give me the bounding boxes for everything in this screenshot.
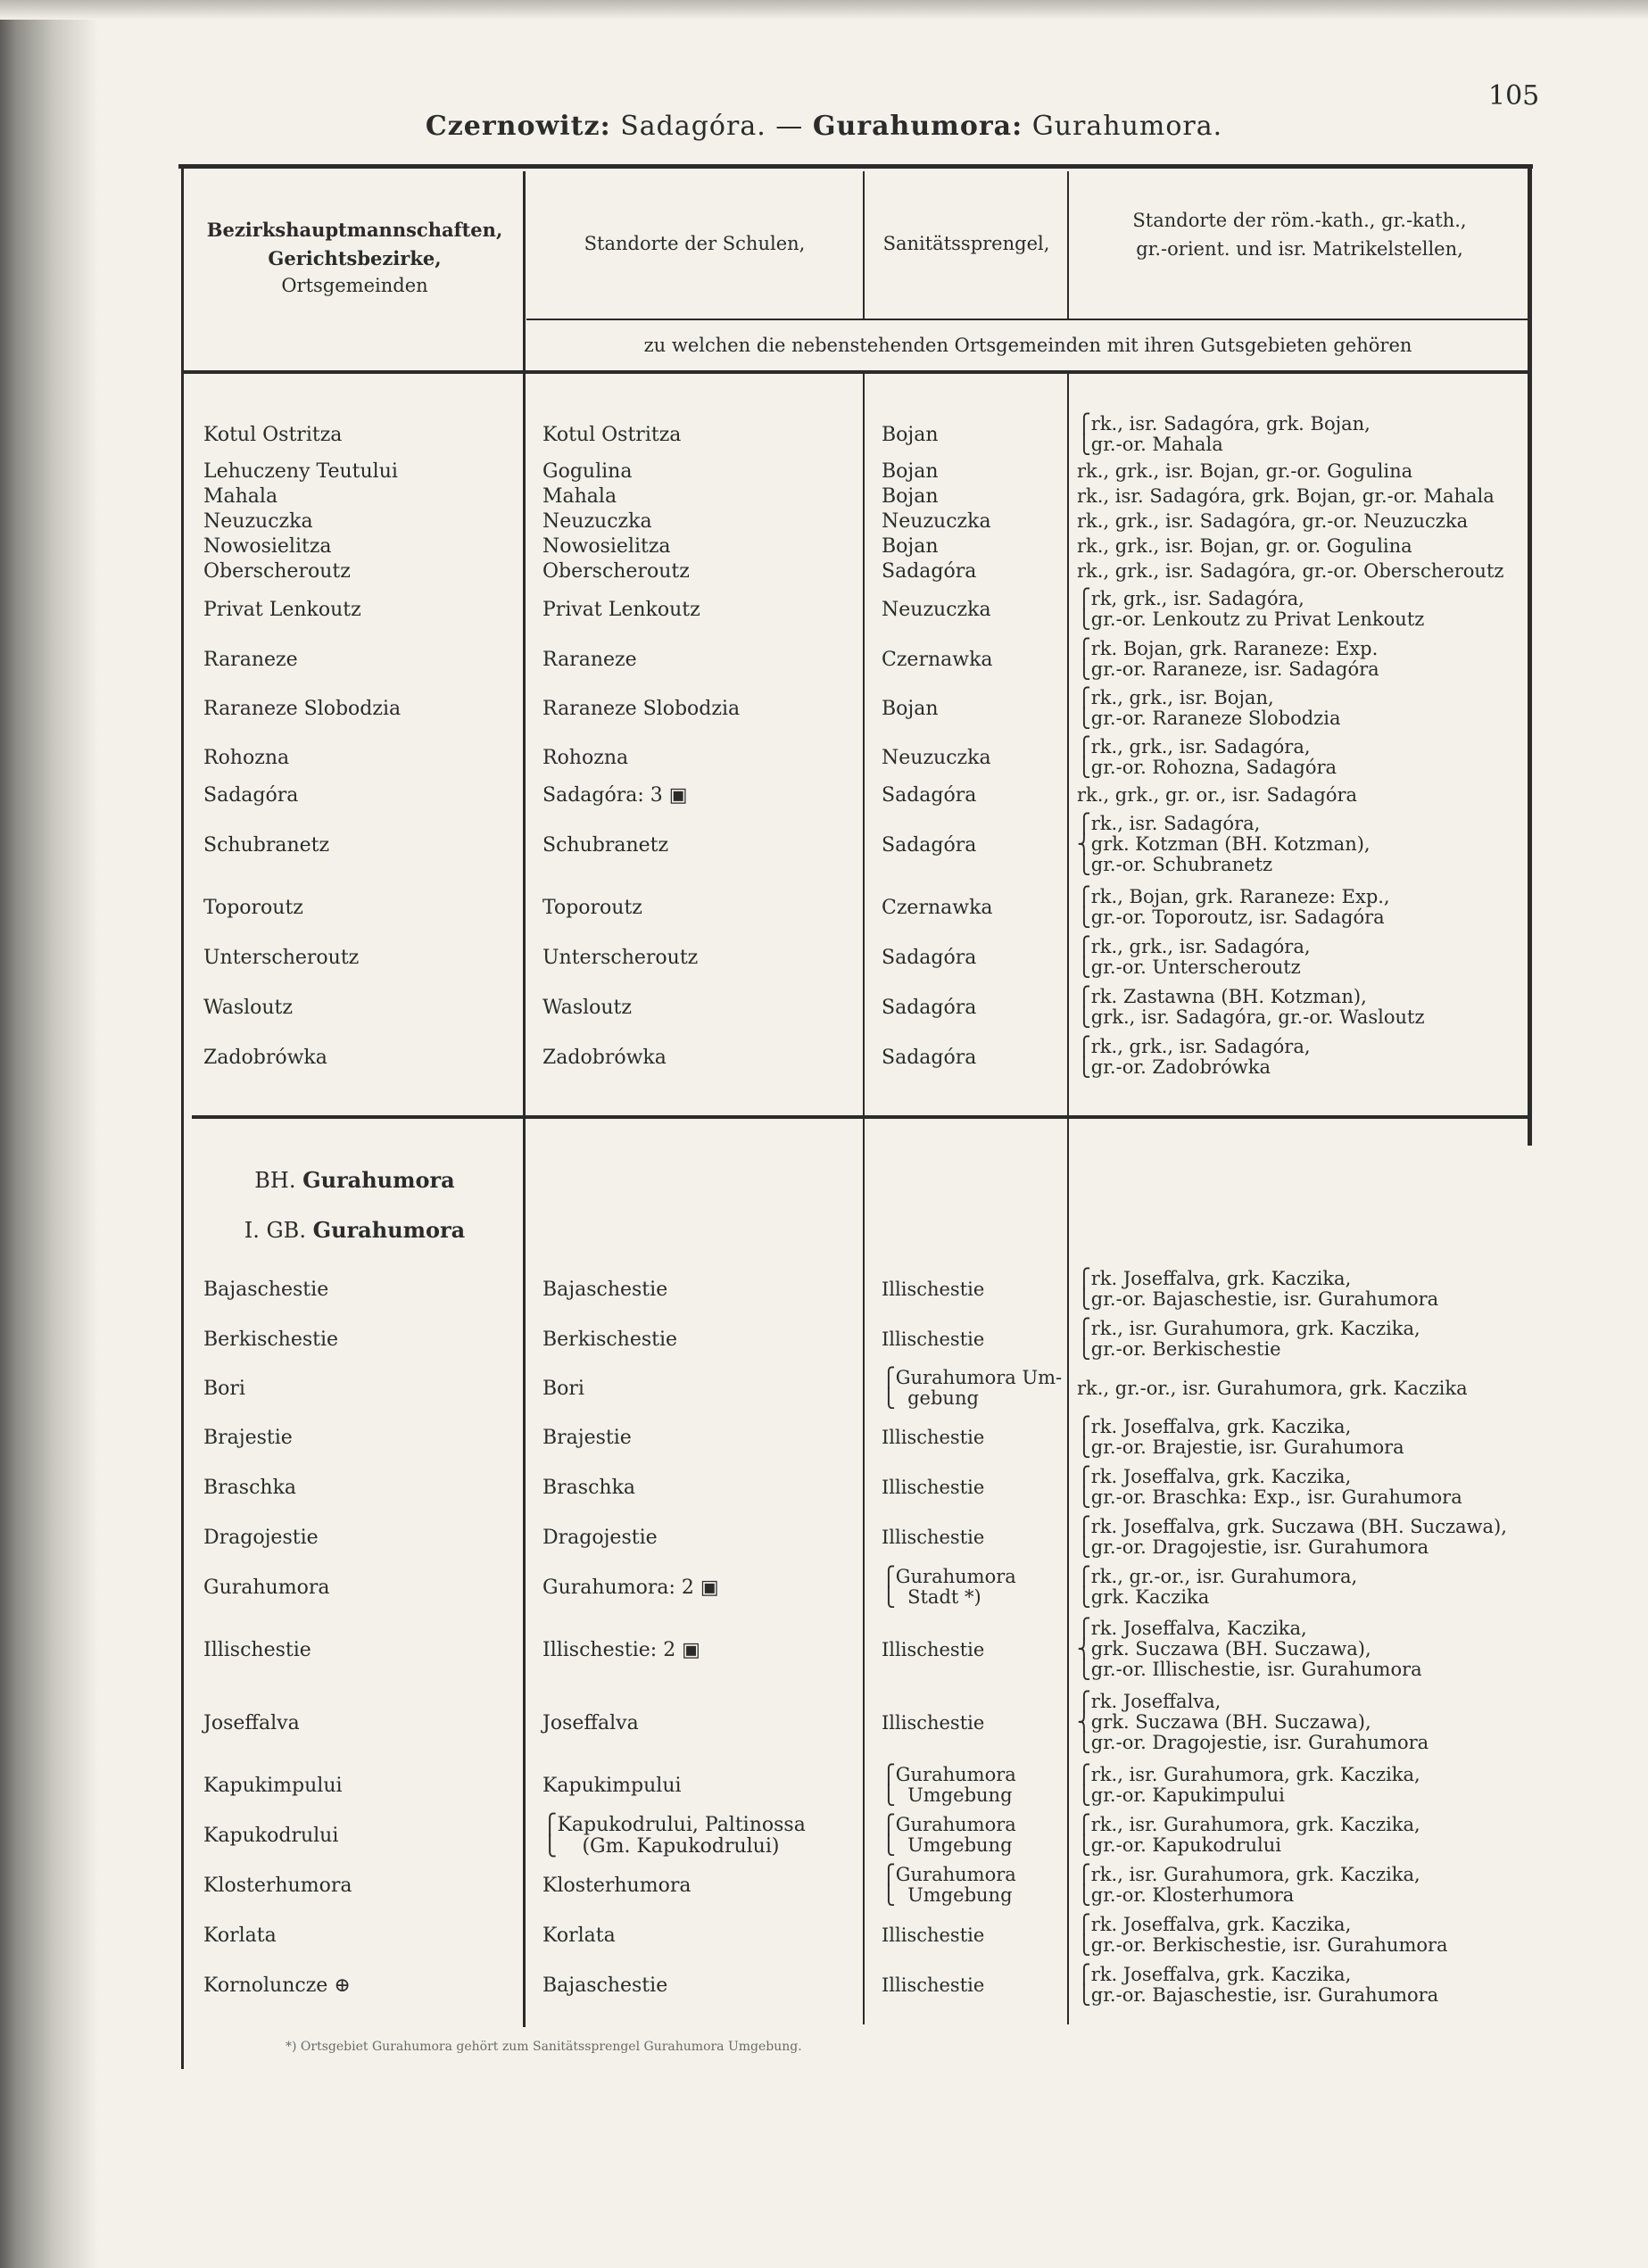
s2-row-10-community: Kapukodrului — [203, 1825, 339, 1847]
s1-row-14-community: Wasloutz — [203, 997, 293, 1019]
col-divider-3 — [1067, 374, 1069, 2024]
s2-row-7-sanitary: Illischestie — [882, 1639, 985, 1660]
s1-row-0-school: Kotul Ostritza — [542, 424, 682, 446]
s2-row-12-sanitary: Illischestie — [882, 1924, 985, 1946]
s1-row-2-community: Mahala — [203, 485, 278, 508]
column-header-district-line3: Ortsgemeinden — [281, 275, 428, 296]
table-left-border — [181, 164, 184, 2069]
s2-row-9-registers: ⎧rk., isr. Gurahumora, grk. Kaczika, ⎩gr.-or. Kapukimpului — [1077, 1764, 1420, 1807]
s1-row-12-school: Toporoutz — [542, 897, 642, 919]
col-divider-2-top — [863, 171, 865, 319]
s2-row-13-community: Kornoluncze ⊕ — [203, 1974, 351, 1997]
s2-row-10-school: ⎧Kapukodrului, Paltinossa ⎩ (Gm. Kapukodrului) — [542, 1814, 806, 1858]
s2-row-9-school: Kapukimpului — [542, 1775, 682, 1797]
s2-row-3-registers: ⎧rk. Joseffalva, grk. Kaczika, ⎩gr.-or. Brajestie, isr. Gurahumora — [1077, 1416, 1404, 1459]
column-header-schools: Standorte der Schulen, — [584, 233, 806, 254]
s1-row-13-community: Unterscheroutz — [203, 947, 360, 969]
s1-row-3-registers: rk., grk., isr. Sadagóra, gr.-or. Neuzuczka — [1077, 510, 1469, 532]
scan-shadow-top — [0, 0, 1648, 20]
scan-shadow-left — [0, 0, 98, 2268]
s2-row-1-registers: ⎧rk., isr. Gurahumora, grk. Kaczika, ⎩gr.-or. Berkischestie — [1077, 1318, 1420, 1361]
s2-row-6-community: Gurahumora — [203, 1577, 330, 1599]
s2-row-8-school: Joseffalva — [542, 1712, 639, 1734]
s1-row-6-sanitary: Neuzuczka — [882, 599, 991, 621]
s2-row-0-sanitary: Illischestie — [882, 1279, 985, 1300]
column-header-registers-line2: gr.-orient. und isr. Matrikelstellen, — [1136, 237, 1463, 260]
bh-name: Gurahumora — [302, 1167, 455, 1193]
s2-row-9-community: Kapukimpului — [203, 1775, 343, 1797]
s1-row-4-community: Nowosielitza — [203, 535, 332, 558]
s2-row-5-community: Dragojestie — [203, 1527, 319, 1549]
s2-row-6-sanitary: ⎧Gurahumora ⎩ Stadt *) — [882, 1566, 1016, 1609]
s2-row-13-registers: ⎧rk. Joseffalva, grk. Kaczika, ⎩gr.-or. Bajaschestie, isr. Gurahumora — [1077, 1964, 1439, 2007]
s1-row-15-community: Zadobrówka — [203, 1047, 327, 1069]
table-right-border — [1528, 164, 1532, 1146]
s2-row-2-community: Bori — [203, 1378, 245, 1400]
bh-prefix: BH. — [254, 1168, 296, 1193]
s1-row-6-registers: ⎧rk, grk., isr. Sadagóra, ⎩gr.-or. Lenkoutz zu Privat Lenkoutz — [1077, 588, 1425, 631]
gb-name: Gurahumora — [312, 1217, 466, 1243]
s1-row-12-registers: ⎧rk., Bojan, grk. Raraneze: Exp., ⎩gr.-or. Toporoutz, isr. Sadagóra — [1077, 886, 1390, 929]
s2-row-10-registers: ⎧rk., isr. Gurahumora, grk. Kaczika, ⎩gr.-or. Kapukodrului — [1077, 1814, 1420, 1857]
s2-row-5-sanitary: Illischestie — [882, 1527, 985, 1548]
s1-row-9-registers: ⎧rk., grk., isr. Sadagóra, ⎩gr.-or. Rohozna, Sadagóra — [1077, 736, 1337, 779]
s1-row-5-community: Oberscheroutz — [203, 560, 351, 583]
s2-row-4-community: Braschka — [203, 1477, 297, 1499]
s2-row-0-registers: ⎧rk. Joseffalva, grk. Kaczika, ⎩gr.-or. Bajaschestie, isr. Gurahumora — [1077, 1268, 1439, 1311]
s2-row-4-sanitary: Illischestie — [882, 1477, 985, 1498]
bh-heading — [187, 1167, 522, 1193]
s2-row-8-registers: ⎧rk. Joseffalva, ⎨grk. Suczawa (BH. Suczawa), ⎩gr.-or. Dragojestie, isr. Gurahumora — [1077, 1691, 1429, 1754]
s1-row-10-school: Sadagóra: 3 ▣ — [542, 784, 688, 807]
s2-row-11-registers: ⎧rk., isr. Gurahumora, grk. Kaczika, ⎩gr.-or. Klosterhumora — [1077, 1864, 1420, 1907]
s1-row-11-sanitary: Sadagóra — [882, 834, 977, 857]
s1-row-11-registers: ⎧rk., isr. Sadagóra, ⎨grk. Kotzman (BH. Kotzman), ⎩gr.-or. Schubranetz — [1077, 813, 1371, 876]
s1-row-13-sanitary: Sadagóra — [882, 947, 977, 969]
s2-row-8-community: Joseffalva — [203, 1712, 300, 1734]
s1-row-10-sanitary: Sadagóra — [882, 784, 977, 807]
s1-row-4-school: Nowosielitza — [542, 535, 671, 558]
column-header-district-line2: Gerichtsbezirke, — [268, 246, 442, 269]
s1-row-15-registers: ⎧rk., grk., isr. Sadagóra, ⎩gr.-or. Zadobrówka — [1077, 1036, 1311, 1079]
s1-row-7-registers: ⎧rk. Bojan, grk. Raraneze: Exp. ⎩gr.-or. Raraneze, isr. Sadagóra — [1077, 638, 1379, 681]
s2-row-10-sanitary: ⎧Gurahumora ⎩ Umgebung — [882, 1814, 1016, 1857]
s1-row-5-registers: rk., grk., isr. Sadagóra, gr.-or. Oberscheroutz — [1077, 560, 1504, 582]
s1-row-8-community: Raraneze Slobodzia — [203, 698, 402, 720]
s2-row-6-registers: ⎧rk., gr.-or., isr. Gurahumora, ⎩grk. Kaczika — [1077, 1566, 1358, 1609]
s1-row-2-sanitary: Bojan — [882, 485, 939, 508]
s2-row-7-registers: ⎧rk. Joseffalva, Kaczika, ⎨grk. Suczawa (BH. Suczawa), ⎩gr.-or. Illischestie, isr. Gurahumora — [1077, 1618, 1422, 1681]
s1-row-14-registers: ⎧rk. Zastawna (BH. Kotzman), ⎩grk., isr. Sadagóra, gr.-or. Wasloutz — [1077, 986, 1425, 1029]
s1-row-6-community: Privat Lenkoutz — [203, 599, 361, 621]
s2-row-12-registers: ⎧rk. Joseffalva, grk. Kaczika, ⎩gr.-or. Berkischestie, isr. Gurahumora — [1077, 1914, 1448, 1957]
column-header-sanitary: Sanitätssprengel, — [882, 233, 1050, 254]
s1-row-0-sanitary: Bojan — [882, 424, 939, 446]
s1-row-10-registers: rk., grk., gr. or., isr. Sadagóra — [1077, 784, 1358, 806]
page-number: 105 — [1488, 80, 1540, 112]
s2-row-4-school: Braschka — [542, 1477, 636, 1499]
s2-row-4-registers: ⎧rk. Joseffalva, grk. Kaczika, ⎩gr.-or. Braschka: Exp., isr. Gurahumora — [1077, 1466, 1462, 1509]
s1-row-9-sanitary: Neuzuczka — [882, 747, 991, 769]
s1-row-7-school: Raraneze — [542, 649, 637, 671]
s2-row-5-school: Dragojestie — [542, 1527, 658, 1549]
header-district-2: Gurahumora: — [812, 111, 1023, 142]
gb-prefix: I. GB. — [244, 1218, 306, 1243]
column-header-span: zu welchen die nebenstehenden Ortsgemeinden mit ihren Gutsgebieten gehören — [643, 335, 1412, 356]
s1-row-7-sanitary: Czernawka — [882, 649, 993, 671]
s2-row-3-community: Brajestie — [203, 1427, 293, 1449]
gb-heading — [187, 1217, 522, 1243]
footnote: *) Ortsgebiet Gurahumora gehört zum Sanitätssprengel Gurahumora Umgebung. — [286, 2040, 802, 2054]
s1-row-4-registers: rk., grk., isr. Bojan, gr. or. Gogulina — [1077, 535, 1412, 557]
s2-row-7-community: Illischestie — [203, 1639, 311, 1661]
s2-row-3-school: Brajestie — [542, 1427, 632, 1449]
s1-row-13-registers: ⎧rk., grk., isr. Sadagóra, ⎩gr.-or. Unterscheroutz — [1077, 936, 1311, 979]
column-header-district — [187, 216, 522, 301]
s2-row-1-community: Berkischestie — [203, 1329, 339, 1351]
column-header-registers — [1070, 207, 1529, 263]
s1-row-3-community: Neuzuczka — [203, 510, 313, 533]
header-inner-rule — [526, 319, 1529, 320]
s1-row-12-sanitary: Czernawka — [882, 897, 993, 919]
s1-row-1-community: Lehuczeny Teutului — [203, 460, 398, 483]
s1-row-8-registers: ⎧rk., grk., isr. Bojan, ⎩gr.-or. Raraneze Slobodzia — [1077, 687, 1341, 730]
s1-row-1-sanitary: Bojan — [882, 460, 939, 483]
s2-row-12-community: Korlata — [203, 1924, 277, 1947]
header-place-2: Gurahumora. — [1023, 111, 1223, 142]
s1-row-13-school: Unterscheroutz — [542, 947, 699, 969]
s1-row-11-school: Schubranetz — [542, 834, 669, 857]
s1-row-3-sanitary: Neuzuczka — [882, 510, 991, 533]
s2-row-7-school: Illischestie: 2 ▣ — [542, 1639, 700, 1661]
s1-row-5-sanitary: Sadagóra — [882, 560, 977, 583]
column-header-registers-line1: Standorte der röm.-kath., gr.-kath., — [1132, 210, 1467, 231]
s1-row-2-registers: rk., isr. Sadagóra, grk. Bojan, gr.-or. Mahala — [1077, 485, 1495, 507]
s2-row-0-school: Bajaschestie — [542, 1279, 668, 1301]
s2-row-13-sanitary: Illischestie — [882, 1974, 985, 1996]
s1-row-5-school: Oberscheroutz — [542, 560, 690, 583]
s1-row-3-school: Neuzuczka — [542, 510, 652, 533]
s1-row-0-registers: ⎧rk., isr. Sadagóra, grk. Bojan, ⎩gr.-or. Mahala — [1077, 413, 1371, 456]
s1-row-12-community: Toporoutz — [203, 897, 303, 919]
s2-row-11-community: Klosterhumora — [203, 1875, 352, 1897]
s2-row-1-school: Berkischestie — [542, 1329, 678, 1351]
s1-row-2-school: Mahala — [542, 485, 617, 508]
s1-row-6-school: Privat Lenkoutz — [542, 599, 700, 621]
s2-row-9-sanitary: ⎧Gurahumora ⎩ Umgebung — [882, 1764, 1016, 1807]
s2-row-2-school: Bori — [542, 1378, 584, 1400]
table-top-border — [178, 164, 1533, 169]
s2-row-0-community: Bajaschestie — [203, 1279, 329, 1301]
s2-row-8-sanitary: Illischestie — [882, 1712, 985, 1734]
s1-row-1-school: Gogulina — [542, 460, 633, 483]
column-header-district-line1: Bezirkshauptmannschaften, — [206, 219, 503, 241]
col-divider-1 — [523, 171, 526, 2027]
s1-row-11-community: Schubranetz — [203, 834, 330, 857]
page-header — [0, 111, 1648, 142]
s2-row-5-registers: ⎧rk. Joseffalva, grk. Suczawa (BH. Suczawa), ⎩gr.-or. Dragojestie, isr. Gurahumora — [1077, 1516, 1507, 1559]
s2-row-13-school: Bajaschestie — [542, 1974, 668, 1997]
s2-row-2-registers: rk., gr.-or., isr. Gurahumora, grk. Kaczika — [1077, 1378, 1468, 1399]
s1-row-14-sanitary: Sadagóra — [882, 997, 977, 1019]
s1-row-1-registers: rk., grk., isr. Bojan, gr.-or. Gogulina — [1077, 460, 1413, 482]
s1-row-10-community: Sadagóra — [203, 784, 299, 807]
col-divider-3-top — [1067, 171, 1069, 319]
s1-row-9-school: Rohozna — [542, 747, 629, 769]
header-bottom-rule — [181, 370, 1531, 374]
s2-row-6-school: Gurahumora: 2 ▣ — [542, 1577, 719, 1599]
section-divider — [192, 1115, 1530, 1119]
s2-row-12-school: Korlata — [542, 1924, 616, 1947]
col-divider-2 — [863, 374, 865, 2024]
s1-row-0-community: Kotul Ostritza — [203, 424, 343, 446]
s1-row-9-community: Rohozna — [203, 747, 290, 769]
s1-row-15-sanitary: Sadagóra — [882, 1047, 977, 1069]
s1-row-7-community: Raraneze — [203, 649, 298, 671]
s2-row-11-school: Klosterhumora — [542, 1875, 691, 1897]
s1-row-8-sanitary: Bojan — [882, 698, 939, 720]
header-district-1: Czernowitz: — [425, 111, 611, 142]
header-place-1: Sadagóra. — — [610, 111, 813, 142]
s1-row-4-sanitary: Bojan — [882, 535, 939, 558]
s1-row-14-school: Wasloutz — [542, 997, 632, 1019]
s2-row-1-sanitary: Illischestie — [882, 1329, 985, 1350]
s1-row-8-school: Raraneze Slobodzia — [542, 698, 741, 720]
s2-row-3-sanitary: Illischestie — [882, 1427, 985, 1448]
s1-row-15-school: Zadobrówka — [542, 1047, 667, 1069]
s2-row-11-sanitary: ⎧Gurahumora ⎩ Umgebung — [882, 1864, 1016, 1907]
s2-row-2-sanitary: ⎧Gurahumora Um- ⎩ gebung — [882, 1367, 1063, 1410]
